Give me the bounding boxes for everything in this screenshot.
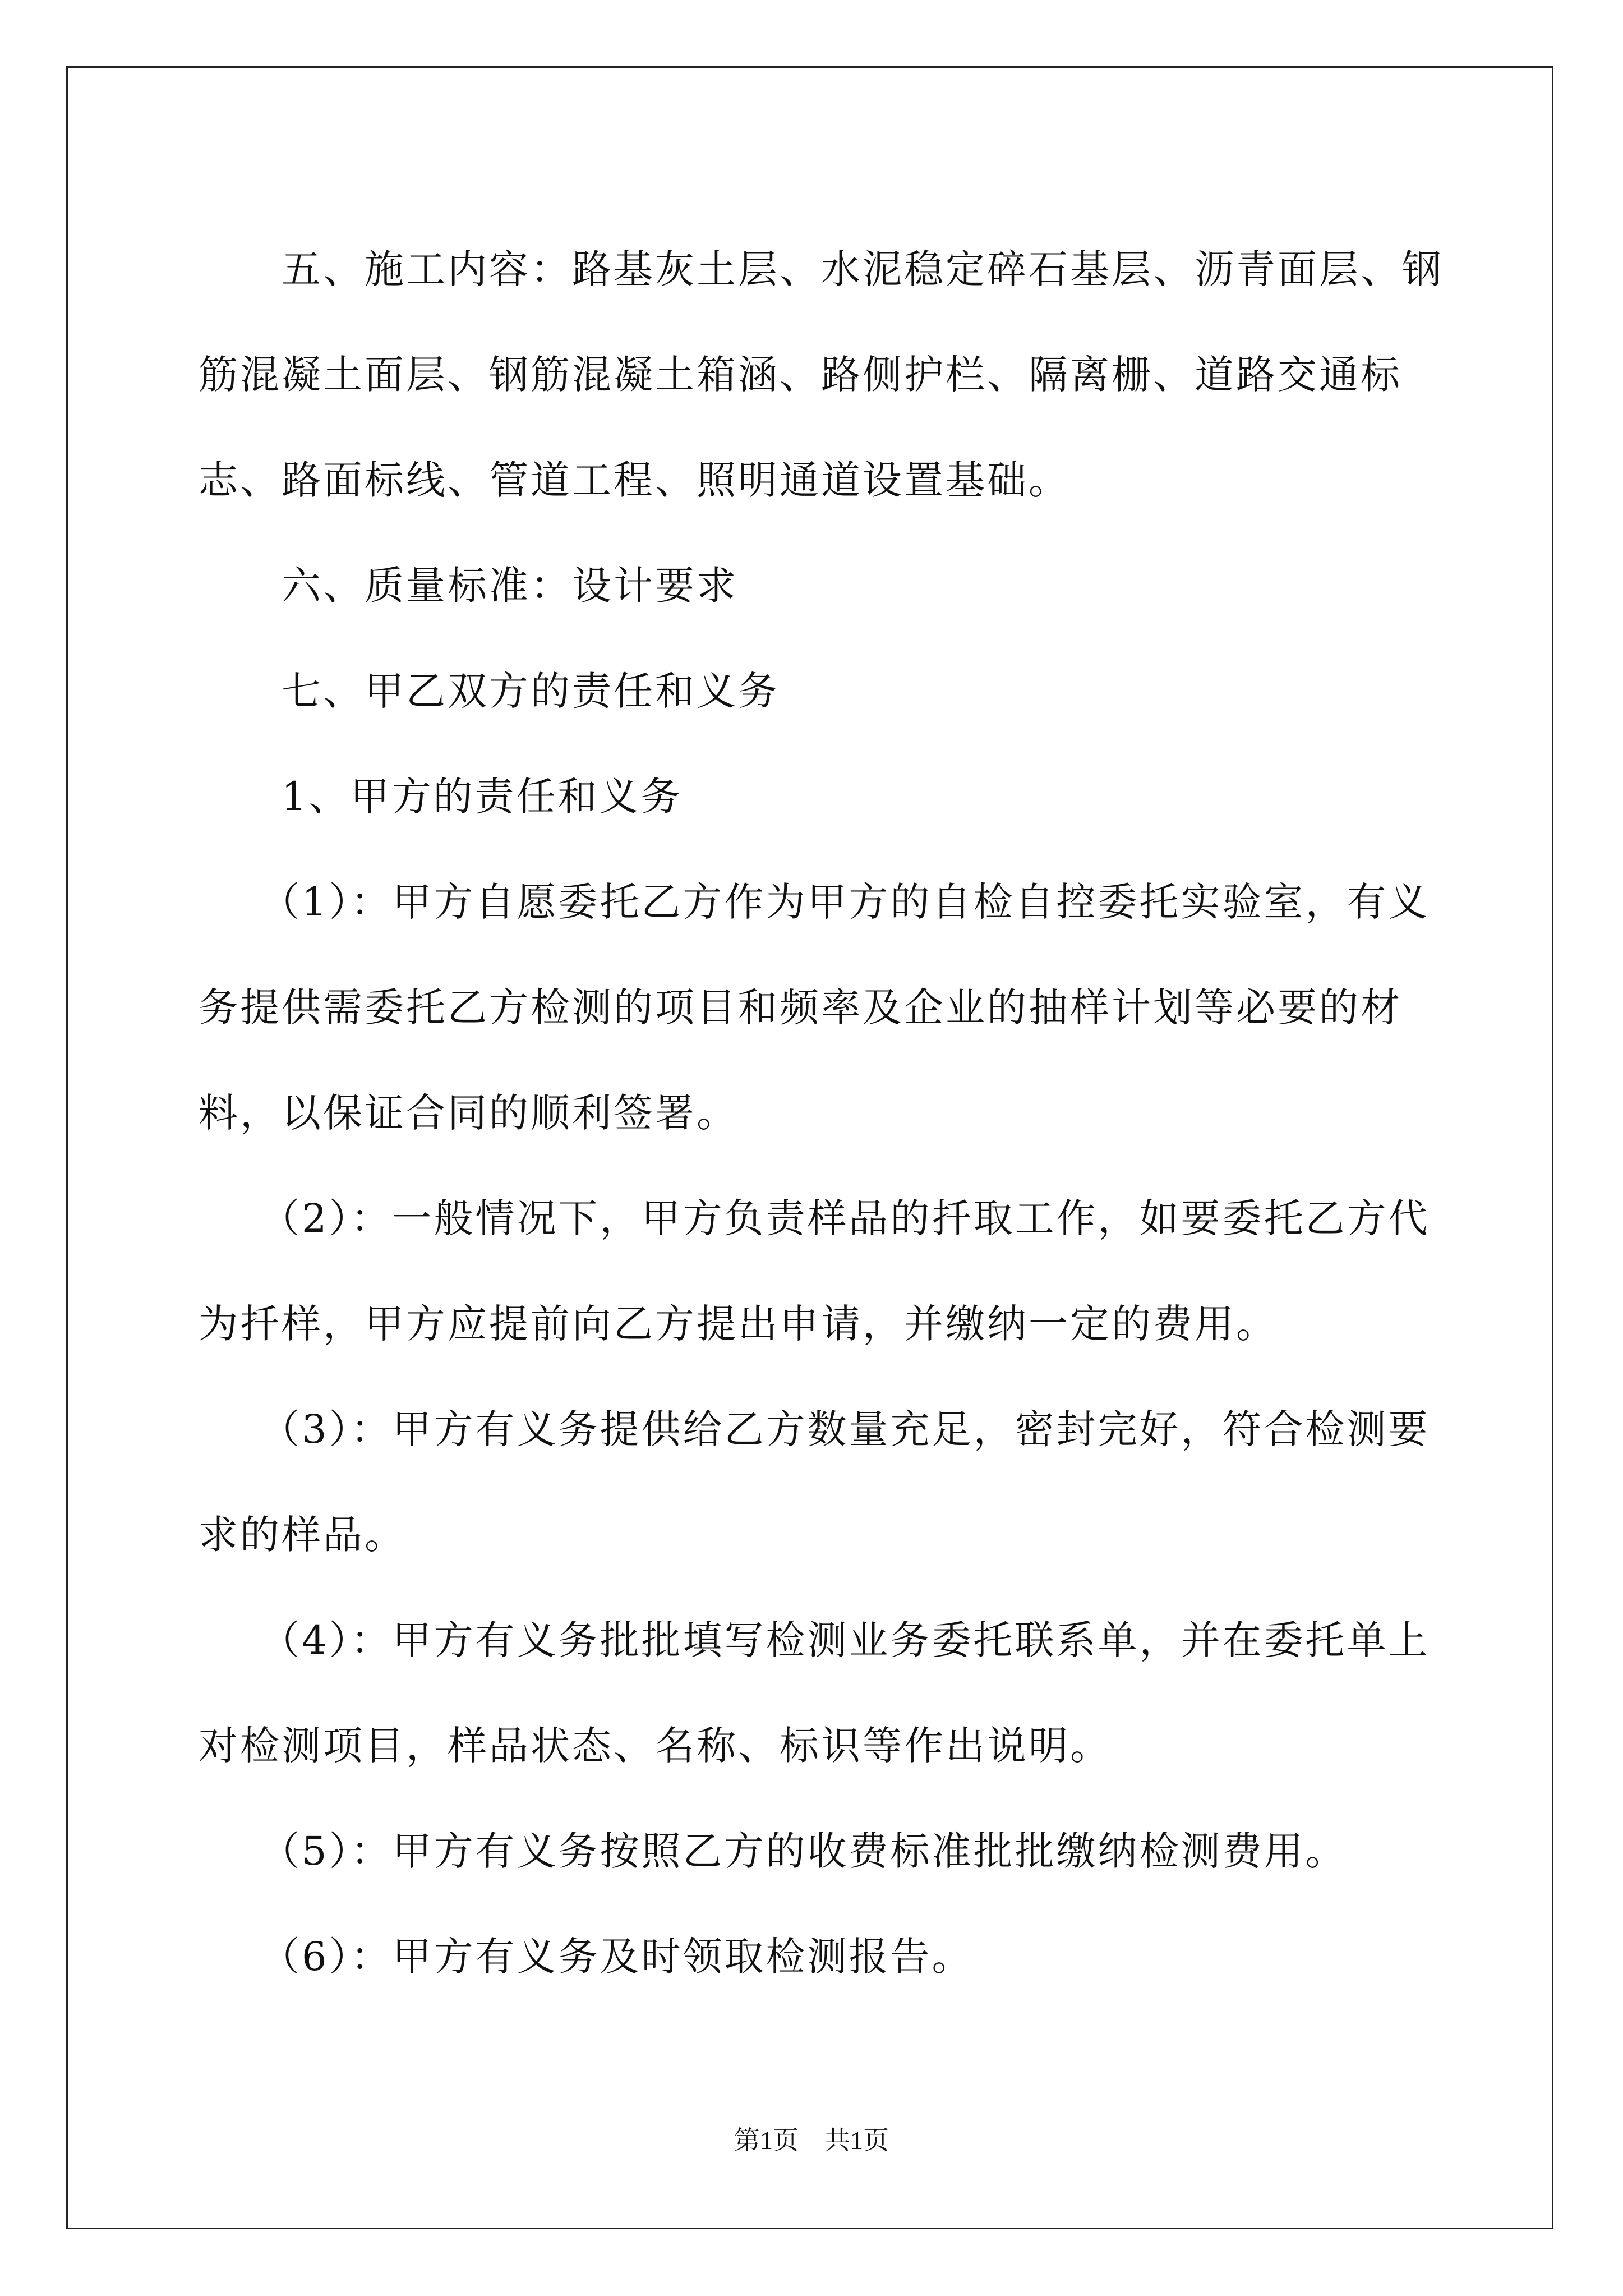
paragraph-item-1: （1）：甲方自愿委托乙方作为甲方的自检自控委托实验室，有义务提供需委托乙方检测的项目和频率及企业的抽样计划等必要的材料，以保证合同的顺利签署。 — [199, 879, 1430, 1136]
paragraph-item-2: （2）：一般情况下，甲方负责样品的扦取工作，如要委托乙方代为扦样，甲方应提前向乙方提出申请，并缴纳一定的费用。 — [199, 1195, 1430, 1347]
paragraph-quality-standard: 六、质量标准：设计要求 — [282, 563, 738, 609]
paragraph-party-a-heading: 1、甲方的责任和义务 — [282, 774, 683, 820]
paragraph-item-4: （4）：甲方有义务批批填写检测业务委托联系单，并在委托单上对检测项目，样品状态、名称、标识等作出说明。 — [199, 1617, 1430, 1769]
page-number-footer: 第1页 共1页 — [734, 2126, 889, 2155]
paragraph-construction-content: 五、施工内容：路基灰土层、水泥稳定碎石基层、沥青面层、钢筋混凝土面层、钢筋混凝土箱涵、路侧护栏、隔离栅、道路交通标志、路面标线、管道工程、照明通道设置基础。 — [199, 246, 1444, 503]
paragraph-responsibilities-heading: 七、甲乙双方的责任和义务 — [282, 668, 780, 714]
paragraph-item-3: （3）：甲方有义务提供给乙方数量充足，密封完好，符合检测要求的样品。 — [199, 1406, 1430, 1558]
paragraph-item-5: （5）：甲方有义务按照乙方的收费标准批批缴纳检测费用。 — [260, 1828, 1347, 1874]
paragraph-item-6: （6）：甲方有义务及时领取检测报告。 — [260, 1934, 974, 1980]
document-body — [199, 217, 1449, 2009]
